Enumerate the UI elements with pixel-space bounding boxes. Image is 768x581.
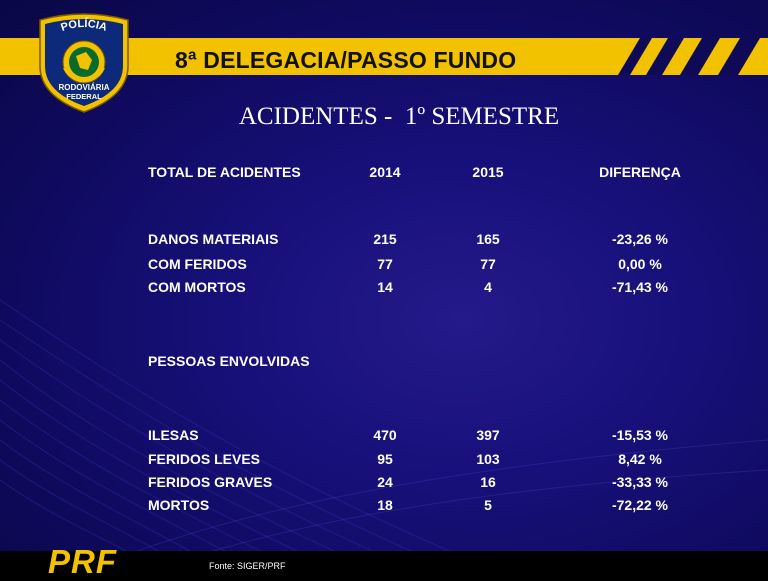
footer-source: Fonte: SIGER/PRF (209, 561, 286, 571)
row-value-2015: 5 (484, 497, 492, 513)
table-header-2015: 2015 (472, 164, 504, 180)
header-title: 8ª DELEGACIA/PASSO FUNDO (175, 47, 517, 73)
row-value-diff: -33,33 % (611, 474, 669, 490)
row-value-diff: -15,53 % (611, 427, 669, 443)
row-value-diff: -72,22 % (611, 497, 669, 513)
row-value-2015: 165 (476, 231, 500, 247)
row-label: DANOS MATERIAIS (148, 231, 279, 247)
row-value-2015: 103 (476, 451, 500, 467)
row-value-2015: 4 (484, 279, 492, 295)
row-label: FERIDOS GRAVES (148, 474, 273, 490)
row-value-2014: 77 (377, 256, 393, 272)
prf-badge-logo (34, 6, 134, 114)
row-value-2014: 95 (377, 451, 393, 467)
row-label: COM MORTOS (148, 279, 246, 295)
row-value-2014: 18 (377, 497, 393, 513)
slide-title: ACIDENTES - 1º SEMESTRE (238, 103, 560, 130)
row-label: COM FERIDOS (148, 256, 247, 272)
prf-logo: PRF (48, 543, 117, 580)
row-value-2014: 14 (377, 279, 393, 295)
row-value-diff: -71,43 % (611, 279, 669, 295)
row-value-diff: 0,00 % (618, 256, 662, 272)
row-value-2014: 470 (373, 427, 397, 443)
row-value-2014: 24 (377, 474, 393, 490)
table-header-label: TOTAL DE ACIDENTES (148, 164, 301, 180)
row-value-2015: 397 (476, 427, 500, 443)
row-label: MORTOS (148, 497, 210, 513)
row-value-diff: -23,26 % (611, 231, 669, 247)
row-value-2015: 77 (480, 256, 496, 272)
row-value-2015: 16 (480, 474, 496, 490)
table-header-2014: 2014 (369, 164, 401, 180)
row-label: ILESAS (148, 427, 199, 443)
table-header-diff: DIFERENÇA (599, 164, 681, 180)
row-value-diff: 8,42 % (618, 451, 662, 467)
badge-bottom-text-2: FEDERAL (66, 92, 102, 101)
badge-bottom-text-1: RODOVIÁRIA (58, 83, 110, 92)
badge-top-text: POLÍCIA (59, 17, 109, 34)
row-value-2014: 215 (373, 231, 397, 247)
people-heading: PESSOAS ENVOLVIDAS (148, 353, 310, 369)
row-label: FERIDOS LEVES (148, 451, 261, 467)
